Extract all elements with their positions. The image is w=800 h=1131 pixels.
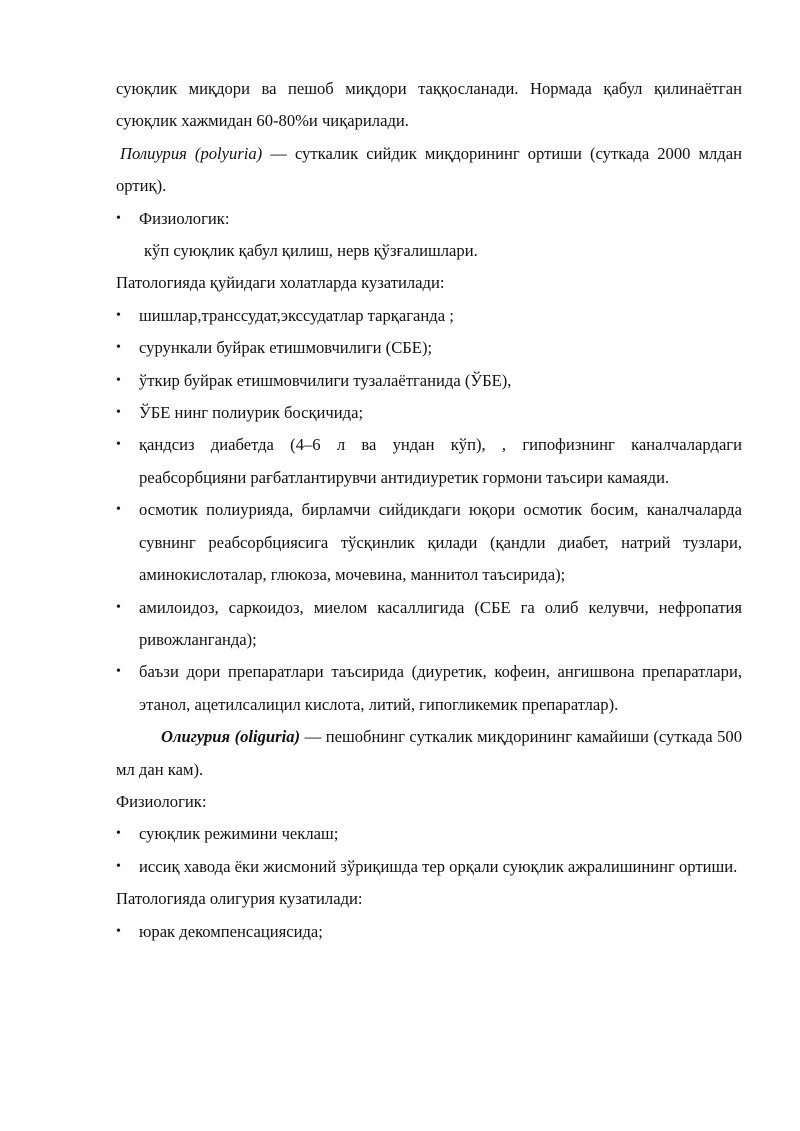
bullet-icon: • bbox=[116, 340, 121, 356]
list-item-text: суюқлик режимини чеклаш; bbox=[139, 824, 339, 844]
list-item bbox=[116, 818, 742, 850]
list-item bbox=[116, 916, 742, 948]
bullet-icon: • bbox=[116, 372, 121, 388]
list-item-text: амилоидоз, саркоидоз, миелом касаллигида (СБЕ га олиб келувчи, нефропатия ривожланганда); bbox=[139, 597, 742, 649]
bullet-icon: • bbox=[116, 502, 121, 518]
bullet-icon: • bbox=[116, 664, 121, 680]
list-item bbox=[116, 300, 742, 332]
oliguria-definition-text: — пешобнинг суткалик миқдорининг камайиши (суткада 500 мл дан кам). bbox=[116, 727, 742, 779]
list-item bbox=[116, 429, 742, 494]
oliguria-pathologic-list bbox=[116, 916, 742, 948]
list-item-text: Физиологик: bbox=[139, 208, 230, 228]
list-item bbox=[116, 851, 742, 883]
bullet-icon: • bbox=[116, 858, 121, 874]
bullet-icon: • bbox=[116, 437, 121, 453]
list-item-text: қандсиз диабетда (4–6 л ва ундан кўп), , гипофизнинг каналчалардаги реабсорбцияни рағбатлантирувчи антидиуретик гормони таъсири камаяди. bbox=[139, 435, 742, 487]
list-item-text: ЎБЕ нинг полиурик босқичида; bbox=[139, 403, 364, 423]
list-item-text: ўткир буйрак етишмовчилиги тузалаётганида (ЎБЕ), bbox=[139, 370, 512, 390]
polyuria-causes-list bbox=[116, 300, 742, 721]
paragraph-oliguria-definition bbox=[116, 721, 742, 786]
document-page bbox=[116, 73, 742, 948]
paragraph-polyuria-definition bbox=[116, 138, 742, 203]
bullet-icon: • bbox=[116, 405, 121, 421]
list-item-text: осмотик полиурияда, бирламчи сийдикдаги юқори осмотик босим, каналчаларда сувнинг реабсорбциясига тўсқинлик қилади (қандли диабет, натрий тузлари, аминокислоталар, глюкоза, мочевина, маннитол таъсирида); bbox=[139, 500, 742, 585]
physiologic-list-1 bbox=[116, 203, 742, 235]
bullet-icon: • bbox=[116, 599, 121, 615]
list-item bbox=[116, 592, 742, 657]
list-item bbox=[116, 365, 742, 397]
bullet-icon: • bbox=[116, 210, 121, 226]
physiologic-detail-1: кўп суюқлик қабул қилиш, нерв қўзғалишлари. bbox=[144, 241, 478, 261]
list-item-text: юрак декомпенсациясида; bbox=[139, 921, 323, 941]
list-item bbox=[116, 494, 742, 591]
list-item bbox=[116, 332, 742, 364]
pathology-intro-1: Патологияда қуйидаги холатларда кузатилади: bbox=[116, 273, 445, 293]
term-oliguria: Олигурия (oliguria) bbox=[161, 727, 301, 747]
list-item bbox=[116, 203, 742, 235]
list-item bbox=[116, 397, 742, 429]
list-item-text: шишлар,транссудат,экссудатлар тарқаганда ; bbox=[139, 305, 454, 325]
physiologic-label-2: Физиологик: bbox=[116, 791, 207, 811]
oliguria-physiologic-list bbox=[116, 818, 742, 883]
pathology-intro-2: Патологияда олигурия кузатилади: bbox=[116, 889, 363, 909]
paragraph-fluid-balance: суюқлик миқдори ва пешоб миқдори таққосланади. Нормада қабул қилинаётган суюқлик хажмидан 60-80%и чиқарилади. bbox=[116, 79, 742, 131]
polyuria-definition-text: — суткалик сийдик миқдорининг ортиши (суткада 2000 млдан ортиқ). bbox=[116, 143, 742, 196]
list-item bbox=[116, 656, 742, 721]
bullet-icon: • bbox=[116, 826, 121, 842]
list-item-text: баъзи дори препаратлари таъсирида (диуретик, кофеин, ангишвона препаратлари, этанол, ацетилсалицил кислота, литий, гипогликемик препаратлар). bbox=[139, 662, 742, 714]
term-polyuria: Полиурия (polyuria) bbox=[120, 143, 263, 163]
list-item-text: иссиқ хавода ёки жисмоний зўриқишда тер орқали суюқлик ажралишининг ортиши. bbox=[139, 856, 738, 876]
list-item-text: сурункали буйрак етишмовчилиги (СБЕ); bbox=[139, 338, 433, 358]
bullet-icon: • bbox=[116, 923, 121, 939]
bullet-icon: • bbox=[116, 307, 121, 323]
